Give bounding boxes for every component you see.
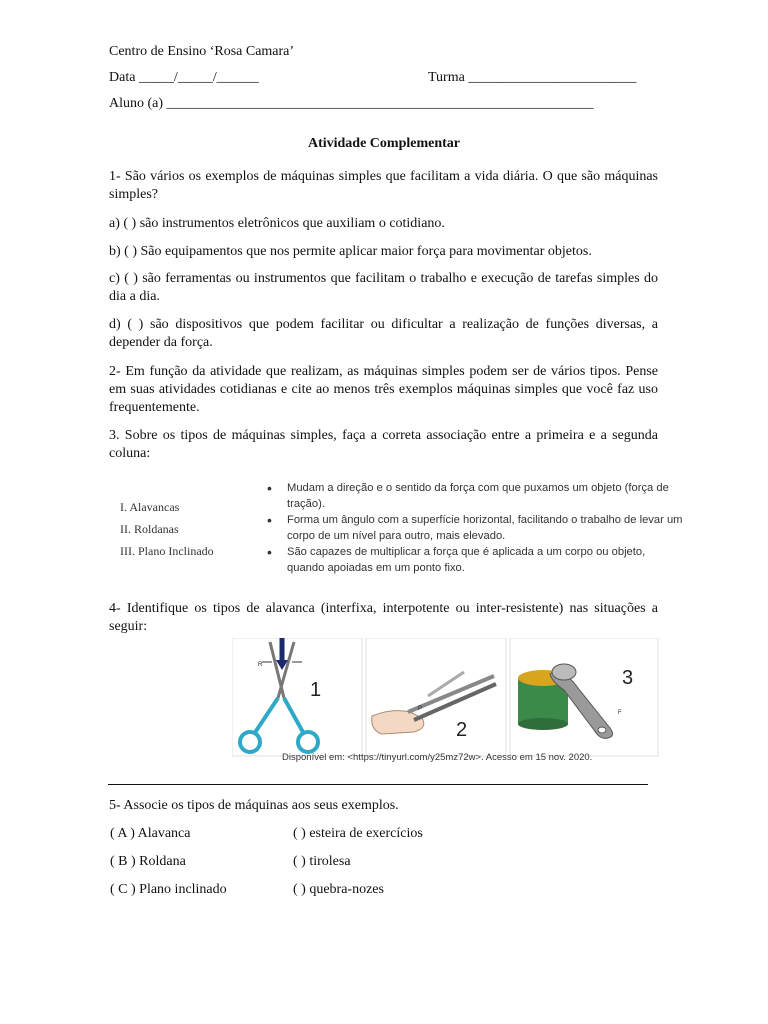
- description-column: [265, 480, 685, 576]
- q1-option-b: b) ( ) São equipamentos que nos permite aplicar maior força para movimentar objetos.: [109, 244, 592, 259]
- force-label-opener: F: [618, 710, 622, 716]
- class-field: Turma ________________________: [428, 70, 637, 85]
- question-5: 5- Associe os tipos de máquinas aos seus exemplos.: [109, 798, 399, 813]
- description-3: • São capazes de multiplicar a força que é aplicada a um corpo ou objeto, quando apoiadas em um ponto fixo.: [265, 544, 685, 576]
- q5-left-a: ( A ) Alavanca: [110, 826, 191, 841]
- student-field: Aluno (a) _____________________________________________________________: [109, 96, 594, 111]
- q5-right-2: ( ) tirolesa: [293, 854, 351, 869]
- lever-figures: [232, 638, 660, 766]
- figure-number-1: 1: [310, 679, 322, 701]
- date-field: Data _____/_____/______: [109, 70, 259, 85]
- q5-right-1: ( ) esteira de exercícios: [293, 826, 423, 841]
- force-label-scissors: R: [258, 662, 263, 668]
- question-2: 2- Em função da atividade que realizam, as máquinas simples podem ser de vários tipos. Pense em suas atividades cotidianas e cite ao menos três exemplos máquinas simples que você faz uso frequentemente.: [109, 364, 658, 415]
- lever-illustration: [232, 638, 660, 766]
- machine-type-1: I. Alavancas: [120, 500, 180, 514]
- q1-option-d: d) ( ) são dispositivos que podem facilitar ou dificultar a realização de funções diversas, a depender da força.: [109, 317, 658, 350]
- answer-line: [108, 784, 648, 785]
- q1-option-c: c) ( ) são ferramentas ou instrumentos que facilitam o trabalho e execução de tarefas simples do dia a dia.: [109, 271, 658, 304]
- page-title: Atividade Complementar: [307, 136, 461, 151]
- q5-left-c: ( C ) Plano inclinado: [110, 882, 227, 897]
- figure-number-3: 3: [622, 667, 634, 689]
- question-4: 4- Identifique os tipos de alavanca (interfixa, interpotente ou inter-resistente) nas situações a seguir:: [109, 601, 658, 634]
- figure-source-caption: Disponível em: <https://tinyurl.com/y25mz72w>. Acesso em 15 nov. 2020.: [282, 752, 593, 763]
- question-3: 3. Sobre os tipos de máquinas simples, faça a correta associação entre a primeira e a segunda coluna:: [109, 428, 658, 461]
- scissors-figure: [232, 638, 362, 756]
- machine-type-column: [120, 496, 214, 562]
- figure-number-2: 2: [456, 719, 468, 741]
- force-label-pliers: P: [418, 706, 423, 712]
- q5-right-3: ( ) quebra-nozes: [293, 882, 384, 897]
- q1-option-a: a) ( ) são instrumentos eletrônicos que auxiliam o cotidiano.: [109, 216, 445, 231]
- school-name: Centro de Ensino ‘Rosa Camara’: [109, 44, 295, 59]
- association-table: [110, 480, 685, 580]
- machine-type-3: III. Plano Inclinado: [120, 544, 214, 558]
- machine-type-2: II. Roldanas: [120, 522, 179, 536]
- q5-left-b: ( B ) Roldana: [110, 854, 186, 869]
- question-1: 1- São vários os exemplos de máquinas simples que facilitam a vida diária. O que são máquinas simples?: [109, 169, 658, 202]
- description-1: • Mudam a direção e o sentido da força com que puxamos um objeto (força de tração).: [265, 480, 685, 512]
- pliers-figure: [366, 638, 506, 756]
- can-opener-figure: [510, 638, 658, 756]
- description-2: • Forma um ângulo com a superfície horizontal, facilitando o trabalho de levar um corpo de um nível para outro, mais elevado.: [265, 512, 685, 544]
